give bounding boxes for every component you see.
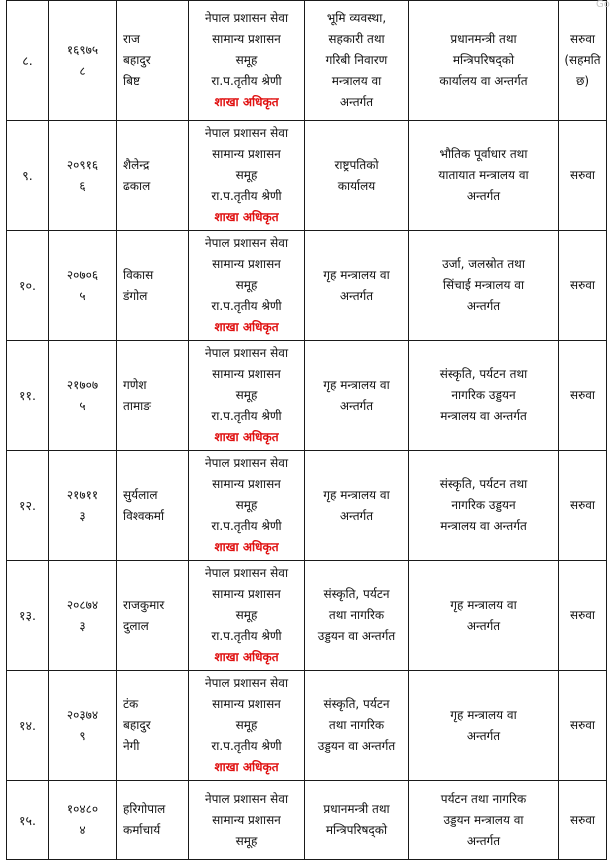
- employee-name-cell: [117, 121, 189, 231]
- employee-name-line: गणेश: [123, 377, 147, 392]
- employee-name-line: बिष्ट: [123, 74, 140, 88]
- transfer-office-cell: [409, 781, 559, 860]
- employee-name-line: शैलेन्द्र: [123, 157, 150, 172]
- post-title-label: शाखा अधिकृत: [214, 95, 279, 109]
- current-office-line: अन्तर्गत: [339, 508, 374, 523]
- transfer-office-line: अन्तर्गत: [466, 299, 501, 313]
- employee-name-cell: [117, 231, 189, 341]
- remark-line: सरुवा: [569, 718, 596, 732]
- employee-id-cell: [49, 671, 117, 781]
- transfer-office-cell: [409, 1, 559, 121]
- employee-id-line: २०९१६: [66, 157, 99, 172]
- remark-line: छ): [575, 74, 590, 88]
- table-row: [7, 671, 607, 781]
- transfer-office-line: संस्कृति, पर्यटन तथा: [439, 477, 528, 491]
- transfer-office-line: अन्तर्गत: [466, 833, 501, 848]
- employee-id-line: ६: [79, 178, 86, 193]
- current-office-line: उड्डयन वा अन्तर्गत: [317, 739, 396, 753]
- serial-number-cell: १४.: [7, 671, 49, 781]
- employee-name-line: डंगोल: [123, 288, 148, 303]
- current-office-line: मन्त्रिपरिषद्को: [325, 823, 388, 837]
- employee-id-line: २०८७४: [66, 597, 99, 612]
- service-group-line: रा.प.तृतीय श्रेणी: [211, 739, 282, 753]
- remark-line: सरुवा: [569, 278, 596, 292]
- employee-name-cell: [117, 671, 189, 781]
- employee-name-line: टंक: [123, 697, 139, 711]
- service-group-line: सामान्य प्रशासन: [212, 147, 281, 161]
- service-group-line: नेपाल प्रशासन सेवा: [204, 456, 289, 470]
- service-group-line: नेपाल प्रशासन सेवा: [204, 236, 289, 250]
- transfer-table: [6, 0, 607, 860]
- service-group-line: रा.प.तृतीय श्रेणी: [211, 189, 282, 203]
- remark-line: सरुवा: [569, 388, 596, 402]
- employee-name-cell: [117, 781, 189, 860]
- employee-name-line: बहादुर: [123, 53, 151, 67]
- transfer-office-line: नागरिक उड्डयन: [451, 388, 516, 402]
- service-group-line: सामान्य प्रशासन: [212, 587, 281, 601]
- service-group-cell: [189, 231, 305, 341]
- serial-number-cell: १२.: [7, 451, 49, 561]
- current-office-cell: [305, 341, 409, 451]
- remark-cell: [559, 231, 607, 341]
- post-title-label: शाखा अधिकृत: [214, 430, 279, 444]
- service-group-cell: [189, 781, 305, 860]
- post-title-label: शाखा अधिकृत: [214, 320, 279, 334]
- current-office-line: गृह मन्त्रालय वा: [323, 487, 390, 502]
- current-office-line: कार्यालय: [337, 178, 376, 193]
- remark-cell: [559, 781, 607, 860]
- employee-name-line: नेगी: [123, 739, 140, 753]
- service-group-line: नेपाल प्रशासन सेवा: [204, 676, 289, 690]
- table-row: [7, 231, 607, 341]
- current-office-line: संस्कृति, पर्यटन: [323, 697, 390, 711]
- post-title-label: शाखा अधिकृत: [214, 650, 279, 664]
- current-office-line: राष्ट्रपतिको: [334, 157, 379, 172]
- current-office-line: तथा नागरिक: [328, 718, 385, 732]
- employee-id-cell: [49, 341, 117, 451]
- service-group-line: सामान्य प्रशासन: [212, 697, 281, 711]
- employee-id-cell: [49, 1, 117, 121]
- remark-cell: [559, 121, 607, 231]
- service-group-line: रा.प.तृतीय श्रेणी: [211, 299, 282, 313]
- employee-id-cell: [49, 451, 117, 561]
- employee-id-line: ९: [79, 728, 86, 743]
- serial-number-cell: ८.: [7, 1, 49, 121]
- current-office-line: मन्त्रालय वा: [331, 74, 382, 88]
- service-group-line: सामान्य प्रशासन: [212, 257, 281, 271]
- current-office-cell: [305, 451, 409, 561]
- remark-line: सरुवा: [569, 812, 596, 827]
- corner-watermark: Go: [596, 0, 610, 10]
- transfer-office-cell: [409, 341, 559, 451]
- employee-id-line: २०३७४: [66, 707, 99, 722]
- service-group-line: नेपाल प्रशासन सेवा: [204, 566, 289, 580]
- employee-name-line: तामाङ: [123, 398, 151, 413]
- table-row: [7, 341, 607, 451]
- employee-name-cell: [117, 451, 189, 561]
- remark-cell: [559, 451, 607, 561]
- transfer-office-line: अन्तर्गत: [466, 618, 501, 633]
- transfer-office-line: पर्यटन तथा नागरिक: [440, 791, 527, 806]
- employee-id-cell: [49, 781, 117, 860]
- table-body: [7, 1, 607, 860]
- current-office-line: अन्तर्गत: [339, 95, 374, 109]
- transfer-office-line: यातायात मन्त्रालय वा: [438, 168, 529, 182]
- current-office-cell: [305, 561, 409, 671]
- current-office-cell: [305, 121, 409, 231]
- transfer-office-line: गृह मन्त्रालय वा: [450, 707, 517, 722]
- transfer-office-line: संस्कृति, पर्यटन तथा: [439, 367, 528, 381]
- service-group-line: नेपाल प्रशासन सेवा: [204, 346, 289, 360]
- employee-id-line: २१७०७: [66, 377, 99, 392]
- remark-cell: [559, 561, 607, 671]
- table-row: [7, 121, 607, 231]
- serial-number-cell: १३.: [7, 561, 49, 671]
- post-title-label: शाखा अधिकृत: [214, 760, 279, 774]
- current-office-line: सहकारी तथा: [328, 32, 385, 46]
- transfer-table-page: [6, 0, 606, 860]
- service-group-line: सामान्य प्रशासन: [212, 812, 281, 827]
- remark-cell: [559, 671, 607, 781]
- employee-name-cell: [117, 1, 189, 121]
- transfer-office-cell: [409, 671, 559, 781]
- transfer-office-line: गृह मन्त्रालय वा: [450, 597, 517, 612]
- service-group-cell: [189, 561, 305, 671]
- employee-id-line: १६९७५: [66, 42, 99, 57]
- serial-number-cell: १५.: [7, 781, 49, 860]
- table-row: [7, 451, 607, 561]
- transfer-office-line: अन्तर्गत: [466, 189, 501, 203]
- serial-number-cell: ११.: [7, 341, 49, 451]
- employee-id-line: ३: [79, 618, 86, 633]
- employee-id-line: १०४८०: [66, 802, 99, 816]
- current-office-line: उड्डयन वा अन्तर्गत: [317, 629, 396, 643]
- remark-line: सरुवा: [569, 168, 596, 182]
- service-group-cell: [189, 341, 305, 451]
- service-group-line: सामान्य प्रशासन: [212, 367, 281, 381]
- current-office-line: गृह मन्त्रालय वा: [323, 267, 390, 282]
- current-office-line: भूमि व्यवस्था,: [326, 11, 387, 25]
- employee-name-line: राज: [123, 32, 140, 46]
- employee-name-line: कर्माचार्य: [123, 823, 161, 837]
- current-office-line: संस्कृति, पर्यटन: [323, 587, 390, 601]
- service-group-cell: [189, 451, 305, 561]
- table-row: [7, 1, 607, 121]
- service-group-line: समूह: [235, 498, 258, 512]
- employee-id-line: ४: [79, 823, 86, 837]
- employee-id-cell: [49, 121, 117, 231]
- current-office-line: प्रधानमन्त्री तथा: [323, 802, 390, 816]
- service-group-line: समूह: [235, 388, 258, 402]
- employee-name-line: राजकुमार: [123, 597, 165, 612]
- employee-name-line: विश्वकर्मा: [123, 508, 165, 523]
- service-group-line: रा.प.तृतीय श्रेणी: [211, 629, 282, 643]
- employee-id-line: २०७०६: [66, 267, 99, 282]
- employee-id-cell: [49, 231, 117, 341]
- transfer-office-cell: [409, 231, 559, 341]
- transfer-office-cell: [409, 451, 559, 561]
- current-office-line: गृह मन्त्रालय वा: [323, 377, 390, 392]
- transfer-office-cell: [409, 121, 559, 231]
- transfer-office-line: मन्त्रालय वा अन्तर्गत: [440, 409, 527, 423]
- employee-id-cell: [49, 561, 117, 671]
- post-title-label: शाखा अधिकृत: [214, 210, 279, 224]
- transfer-office-line: मन्त्रालय वा अन्तर्गत: [440, 519, 527, 533]
- service-group-line: रा.प.तृतीय श्रेणी: [211, 409, 282, 423]
- service-group-line: समूह: [235, 718, 258, 732]
- service-group-line: नेपाल प्रशासन सेवा: [204, 126, 289, 140]
- service-group-line: समूह: [235, 608, 258, 622]
- transfer-office-line: नागरिक उड्डयन: [451, 498, 516, 512]
- employee-name-line: हरिगोपाल: [123, 802, 166, 816]
- service-group-line: समूह: [235, 53, 258, 67]
- employee-id-line: २१७११: [66, 487, 99, 502]
- service-group-cell: [189, 121, 305, 231]
- employee-id-line: ३: [79, 508, 86, 523]
- remark-line: सरुवा: [569, 32, 596, 46]
- employee-name-line: ढकाल: [123, 178, 151, 193]
- service-group-line: सामान्य प्रशासन: [212, 32, 281, 46]
- service-group-line: सामान्य प्रशासन: [212, 477, 281, 491]
- service-group-line: समूह: [235, 168, 258, 182]
- employee-name-line: बहादुर: [123, 718, 151, 732]
- service-group-line: रा.प.तृतीय श्रेणी: [211, 74, 282, 88]
- serial-number-cell: १०.: [7, 231, 49, 341]
- current-office-cell: [305, 781, 409, 860]
- current-office-line: गरिबी निवारण: [325, 53, 388, 67]
- employee-name-cell: [117, 341, 189, 451]
- employee-name-line: सुर्यलाल: [123, 487, 158, 502]
- transfer-office-line: उर्जा, जलस्रोत तथा: [442, 257, 525, 271]
- remark-line: सरुवा: [569, 498, 596, 512]
- current-office-line: अन्तर्गत: [339, 398, 374, 413]
- service-group-line: नेपाल प्रशासन सेवा: [204, 11, 289, 25]
- post-title-label: शाखा अधिकृत: [214, 540, 279, 554]
- employee-id-line: ८: [79, 63, 86, 78]
- service-group-cell: [189, 671, 305, 781]
- transfer-office-line: प्रधानमन्त्री तथा: [450, 32, 517, 46]
- transfer-office-line: सिंचाई मन्त्रालय वा: [442, 278, 525, 292]
- current-office-cell: [305, 231, 409, 341]
- employee-name-cell: [117, 561, 189, 671]
- transfer-office-line: अन्तर्गत: [466, 728, 501, 743]
- transfer-office-line: उड्डयन मन्त्रालय वा: [443, 812, 524, 827]
- service-group-line: रा.प.तृतीय श्रेणी: [211, 519, 282, 533]
- employee-id-line: ५: [79, 288, 86, 303]
- table-row: [7, 561, 607, 671]
- employee-name-line: दुलाल: [123, 618, 149, 633]
- transfer-office-line: मन्त्रिपरिषद्को: [452, 53, 515, 67]
- service-group-cell: [189, 1, 305, 121]
- service-group-line: नेपाल प्रशासन सेवा: [204, 791, 289, 806]
- remark-line: (सहमति: [564, 53, 601, 67]
- service-group-line: समूह: [235, 833, 258, 848]
- current-office-cell: [305, 671, 409, 781]
- current-office-line: तथा नागरिक: [328, 608, 385, 622]
- serial-number-cell: ९.: [7, 121, 49, 231]
- service-group-line: समूह: [235, 278, 258, 292]
- current-office-cell: [305, 1, 409, 121]
- current-office-line: अन्तर्गत: [339, 288, 374, 303]
- remark-line: सरुवा: [569, 608, 596, 622]
- table-row: [7, 781, 607, 860]
- employee-name-line: विकास: [123, 267, 154, 282]
- employee-id-line: ५: [79, 398, 86, 413]
- transfer-office-line: भौतिक पूर्वाधार तथा: [439, 147, 528, 161]
- transfer-office-line: कार्यालय वा अन्तर्गत: [439, 74, 528, 88]
- transfer-office-cell: [409, 561, 559, 671]
- remark-cell: [559, 341, 607, 451]
